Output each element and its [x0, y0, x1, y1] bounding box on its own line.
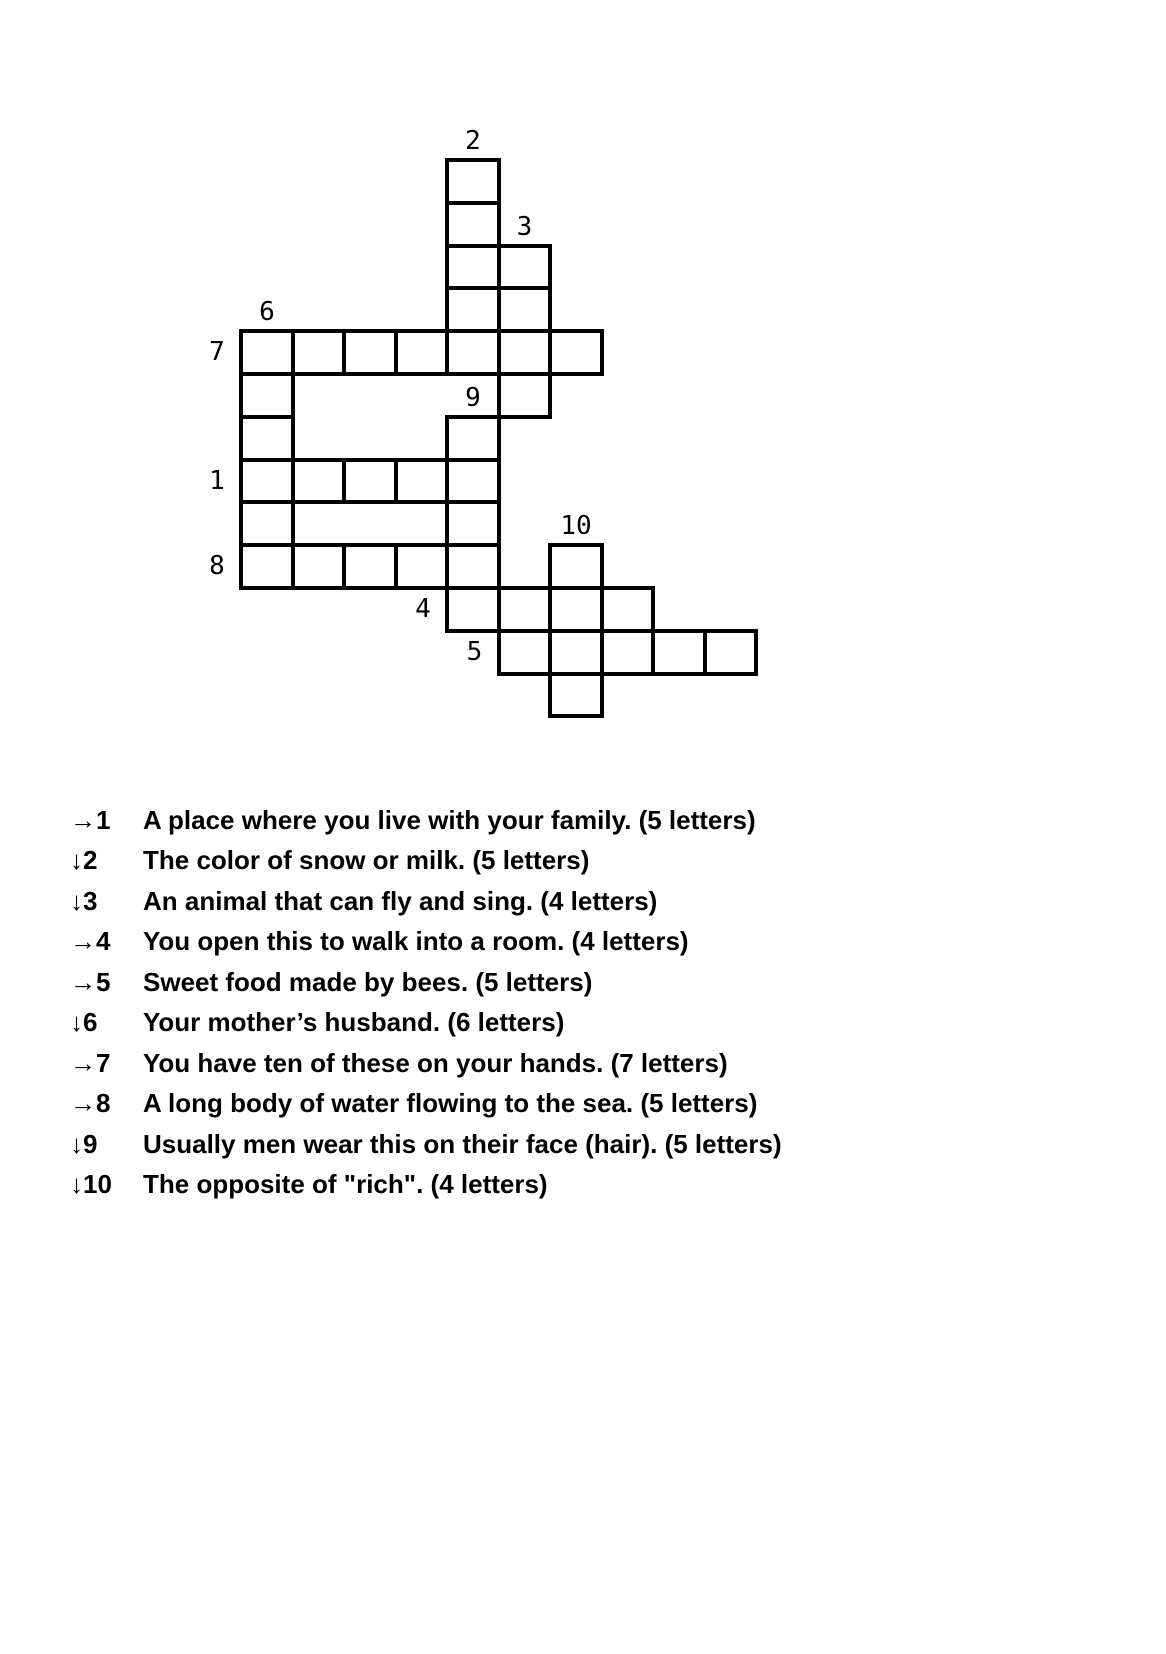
clue-text: Your mother’s husband. (6 letters) [143, 1007, 565, 1038]
crossword-cell[interactable] [445, 586, 501, 633]
clue-label: ↓3 [70, 885, 98, 916]
crossword-cell[interactable] [342, 543, 398, 590]
crossword-cell[interactable] [342, 329, 398, 376]
crossword-cell[interactable] [600, 629, 656, 676]
crossword-cell[interactable] [239, 415, 295, 462]
clue-number: 3 [516, 211, 533, 242]
clue-text: A long body of water flowing to the sea. (5 letters) [143, 1088, 758, 1119]
clue-item [70, 922, 782, 963]
crossword-grid [0, 0, 1166, 760]
clue-text: A place where you live with your family. (5 letters) [143, 804, 756, 835]
clue-text: You open this to walk into a room. (4 letters) [143, 926, 689, 957]
crossword-cell[interactable] [291, 543, 347, 590]
crossword-cell[interactable] [394, 458, 450, 505]
crossword-cell[interactable] [497, 372, 553, 419]
clue-label: →7 [70, 1047, 111, 1078]
clue-label: →1 [70, 804, 111, 835]
crossword-cell[interactable] [548, 543, 604, 590]
clue-item [70, 1165, 782, 1206]
clue-text: An animal that can fly and sing. (4 letters) [143, 885, 658, 916]
crossword-cell[interactable] [291, 329, 347, 376]
clue-number: 2 [465, 126, 481, 156]
crossword-cell[interactable] [548, 586, 604, 633]
clue-item [70, 962, 782, 1003]
crossword-cell[interactable] [497, 286, 553, 333]
crossword-cell[interactable] [445, 244, 501, 291]
clue-item [70, 1124, 782, 1165]
clue-number: 5 [466, 636, 483, 667]
clue-label: ↓9 [70, 1128, 98, 1159]
clue-number: 4 [415, 594, 431, 624]
clue-item [70, 1043, 782, 1084]
clue-item [70, 800, 782, 841]
crossword-cell[interactable] [651, 629, 707, 676]
crossword-cell[interactable] [291, 458, 347, 505]
clue-text: You have ten of these on your hands. (7 letters) [143, 1047, 728, 1078]
clue-text: The opposite of "rich". (4 letters) [143, 1169, 548, 1200]
clue-number: 7 [209, 337, 225, 368]
crossword-cell[interactable] [445, 329, 501, 376]
clue-number: 6 [259, 297, 275, 328]
crossword-cell[interactable] [548, 329, 604, 376]
clue-label: ↓10 [70, 1169, 112, 1200]
crossword-cell[interactable] [445, 415, 501, 462]
crossword-cell[interactable] [445, 158, 501, 205]
crossword-cell[interactable] [548, 672, 604, 719]
crossword-cell[interactable] [239, 372, 295, 419]
clue-item [70, 881, 782, 922]
crossword-cell[interactable] [239, 500, 295, 547]
clue-label: →4 [70, 926, 111, 957]
clue-number: 9 [465, 382, 481, 413]
clue-number: 1 [209, 465, 225, 496]
clue-item [70, 841, 782, 882]
crossword-cell[interactable] [239, 329, 295, 376]
clue-number: 8 [209, 551, 225, 582]
crossword-cell[interactable] [394, 329, 450, 376]
crossword-cell[interactable] [445, 201, 501, 248]
crossword-cell[interactable] [342, 458, 398, 505]
clue-text: Usually men wear this on their face (hair). (5 letters) [143, 1128, 782, 1159]
clue-item [70, 1003, 782, 1044]
crossword-cell[interactable] [497, 586, 553, 633]
crossword-cell[interactable] [445, 543, 501, 590]
clue-text: Sweet food made by bees. (5 letters) [143, 966, 593, 997]
crossword-cell[interactable] [497, 629, 553, 676]
clue-list [70, 800, 782, 1205]
crossword-cell[interactable] [703, 629, 759, 676]
crossword-cell[interactable] [548, 629, 604, 676]
crossword-cell[interactable] [445, 286, 501, 333]
clue-label: ↓2 [70, 845, 98, 876]
clue-label: ↓6 [70, 1007, 98, 1038]
clue-label: →8 [70, 1088, 111, 1119]
clue-item [70, 1084, 782, 1125]
crossword-cell[interactable] [239, 458, 295, 505]
crossword-cell[interactable] [394, 543, 450, 590]
clue-text: The color of snow or milk. (5 letters) [143, 845, 590, 876]
crossword-cell[interactable] [497, 244, 553, 291]
clue-label: →5 [70, 966, 111, 997]
crossword-cell[interactable] [497, 329, 553, 376]
crossword-cell[interactable] [600, 586, 656, 633]
clue-number: 10 [560, 511, 592, 542]
crossword-cell[interactable] [445, 500, 501, 547]
crossword-cell[interactable] [239, 543, 295, 590]
crossword-cell[interactable] [445, 458, 501, 505]
